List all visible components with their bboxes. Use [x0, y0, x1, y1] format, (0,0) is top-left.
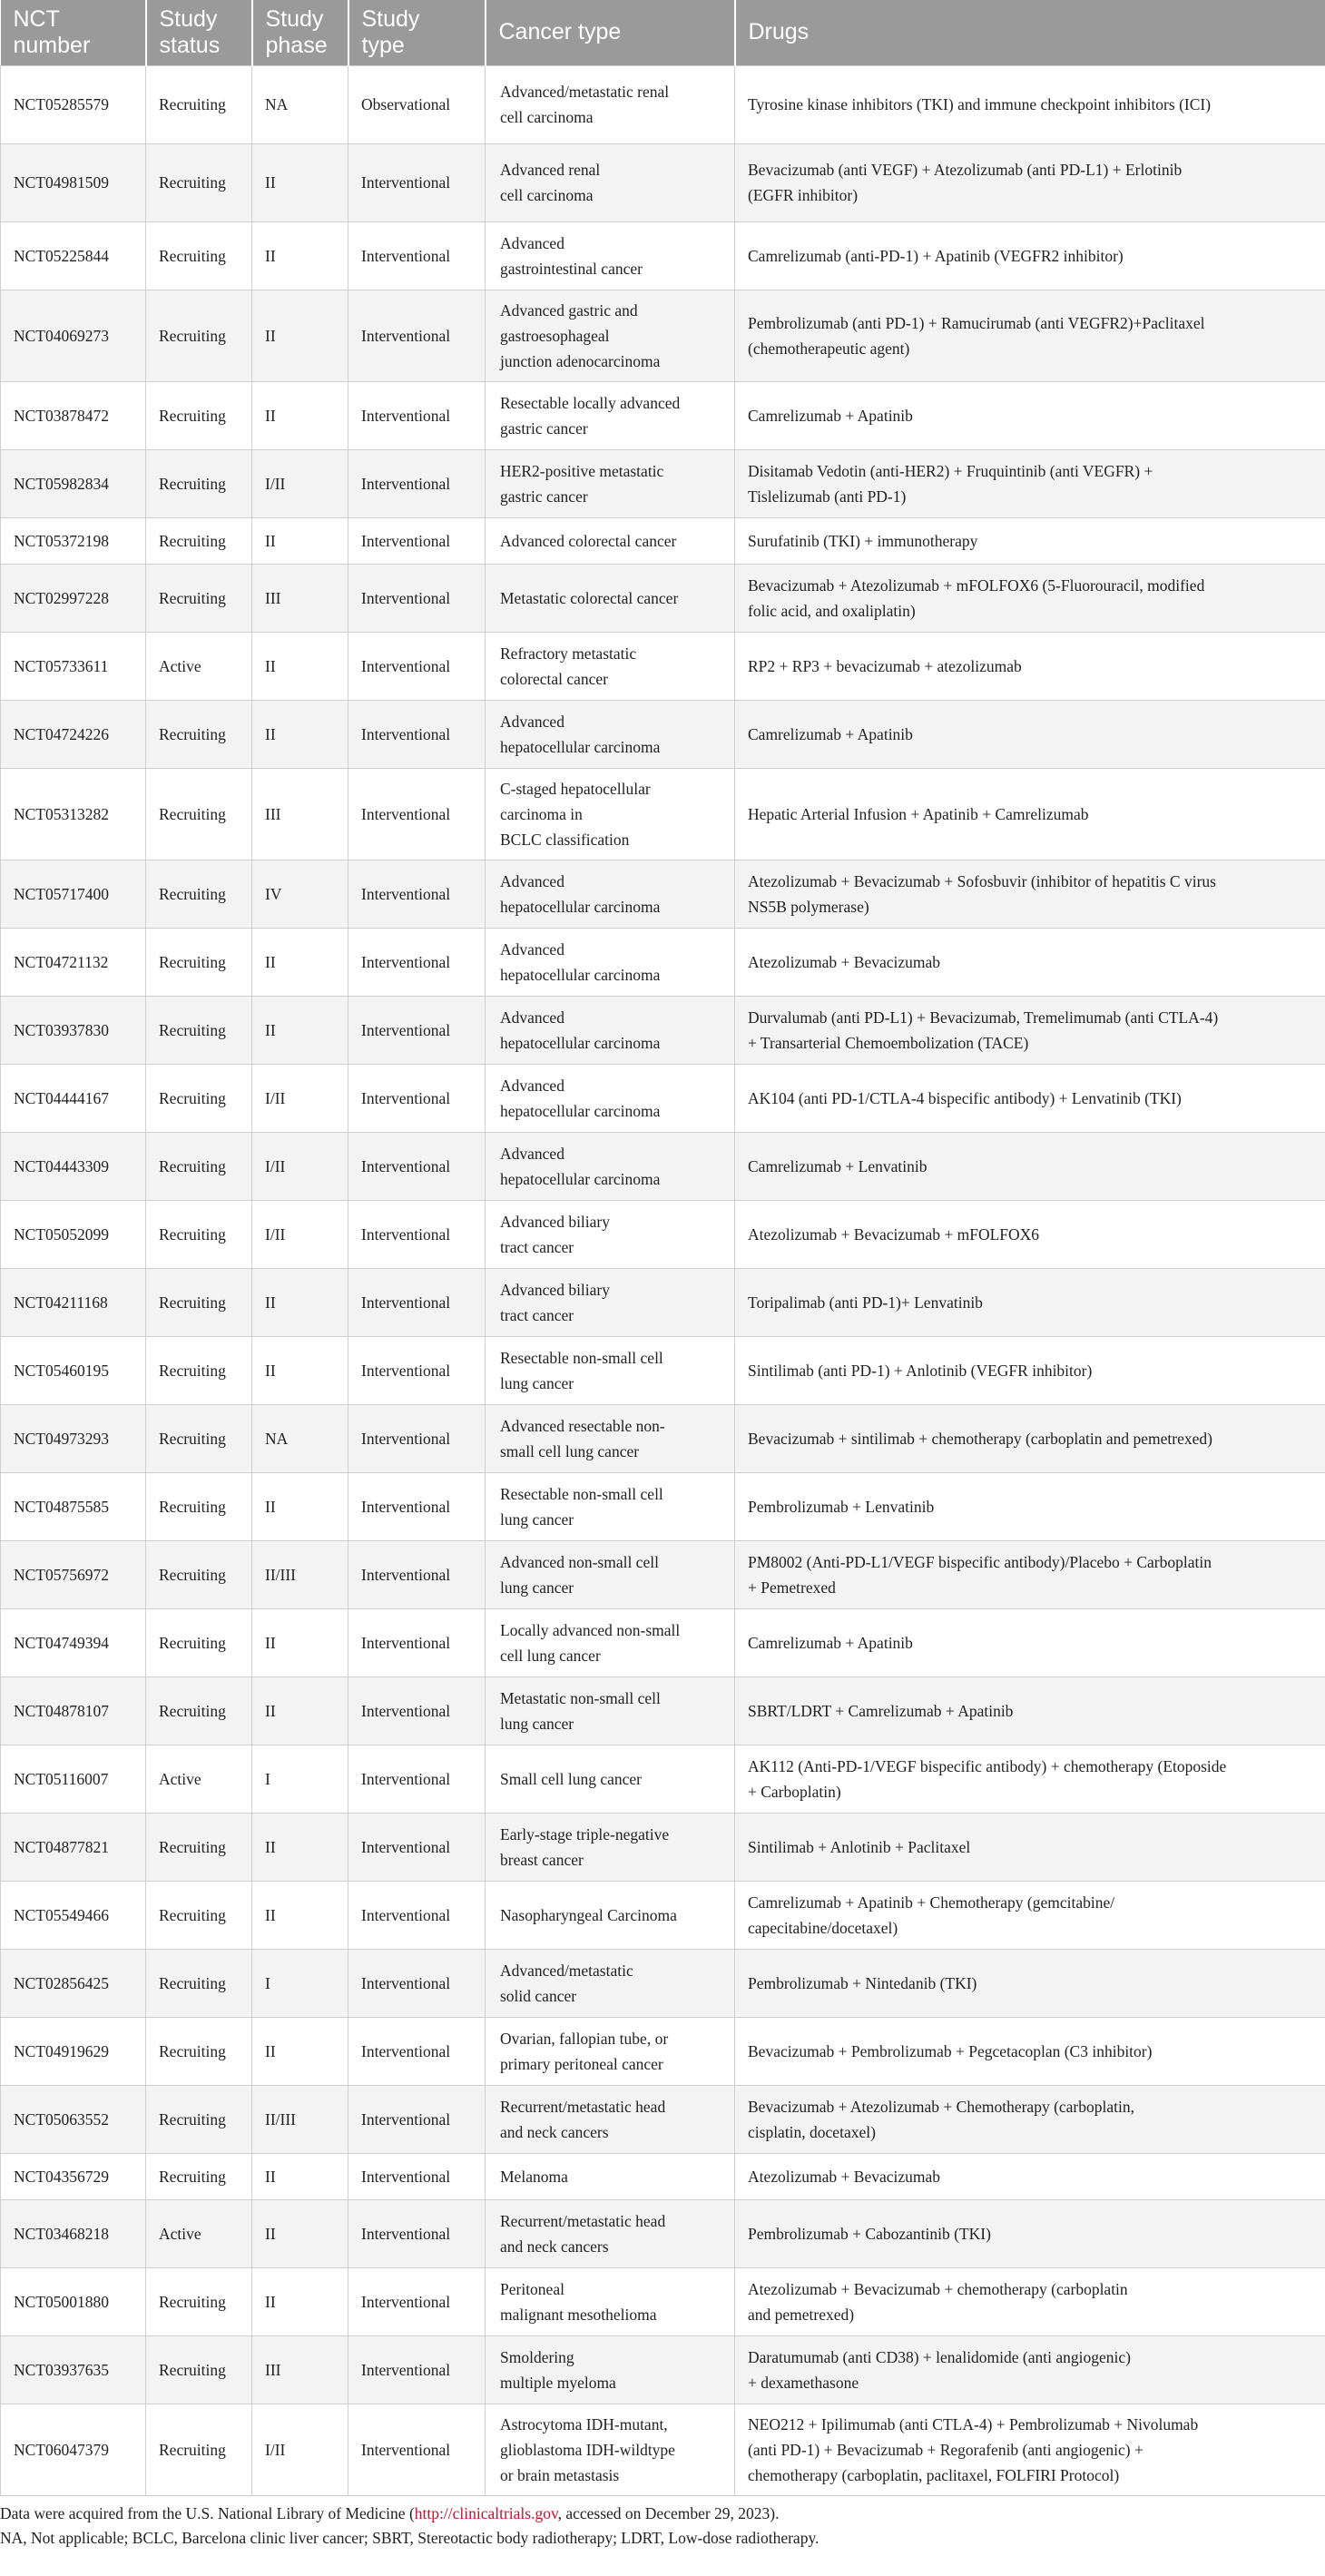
cancer-type-cell: Nasopharyngeal Carcinoma [486, 1881, 735, 1949]
cancer-type-cell: Recurrent/metastatic head and neck cancers [486, 2199, 735, 2267]
table-row [1, 143, 1325, 221]
study-status-cell: Recruiting [146, 517, 252, 564]
study-phase-cell: I/II [252, 1064, 348, 1132]
cancer-type-cell: Advanced/metastatic solid cancer [486, 1949, 735, 2017]
drugs-cell: Atezolizumab + Bevacizumab + Sofosbuvir (inhibitor of hepatitis C virus NS5B polymerase) [735, 860, 1325, 928]
table-body [1, 65, 1325, 2495]
study-status-cell: Recruiting [146, 768, 252, 860]
cancer-type-cell: Advanced gastric and gastroesophageal junction adenocarcinoma [486, 290, 735, 381]
study-status-cell: Recruiting [146, 1404, 252, 1472]
study-status-cell: Active [146, 2199, 252, 2267]
study-type-cell: Interventional [348, 1268, 486, 1336]
nct-number-cell: NCT04878107 [1, 1676, 146, 1745]
drugs-cell: Bevacizumab + sintilimab + chemotherapy (carboplatin and pemetrexed) [735, 1404, 1325, 1472]
study-status-cell: Recruiting [146, 1132, 252, 1200]
table-row [1, 449, 1325, 517]
cancer-type-cell: Advanced hepatocellular carcinoma [486, 700, 735, 768]
study-phase-cell: NA [252, 1404, 348, 1472]
cancer-type-cell: Advanced hepatocellular carcinoma [486, 860, 735, 928]
study-status-cell: Active [146, 632, 252, 700]
drugs-cell: SBRT/LDRT + Camrelizumab + Apatinib [735, 1676, 1325, 1745]
nct-number-cell: NCT06047379 [1, 2404, 146, 2495]
study-type-cell: Interventional [348, 290, 486, 381]
study-type-cell: Interventional [348, 1336, 486, 1404]
drugs-cell: PM8002 (Anti-PD-L1/VEGF bispecific antibody)/Placebo + Carboplatin + Pemetrexed [735, 1540, 1325, 1608]
study-type-cell: Interventional [348, 517, 486, 564]
study-phase-cell: NA [252, 65, 348, 143]
study-status-cell: Recruiting [146, 2085, 252, 2153]
drugs-cell: Atezolizumab + Bevacizumab + mFOLFOX6 [735, 1200, 1325, 1268]
cancer-type-cell: Resectable non-small cell lung cancer [486, 1336, 735, 1404]
study-phase-cell: II [252, 2153, 348, 2199]
table-row [1, 1949, 1325, 2017]
cancer-type-cell: Recurrent/metastatic head and neck cancers [486, 2085, 735, 2153]
nct-number-cell: NCT05313282 [1, 768, 146, 860]
study-type-cell: Interventional [348, 1540, 486, 1608]
study-type-cell: Interventional [348, 2017, 486, 2085]
study-status-cell: Recruiting [146, 928, 252, 996]
study-status-cell: Recruiting [146, 2153, 252, 2199]
study-status-cell: Recruiting [146, 1064, 252, 1132]
table-row [1, 1200, 1325, 1268]
nct-number-cell: NCT04981509 [1, 143, 146, 221]
drugs-cell: NEO212 + Ipilimumab (anti CTLA-4) + Pembrolizumab + Nivolumab (anti PD-1) + Bevacizumab + Regorafenib (anti angiogenic) + chemotherapy (carboplatin, paclitaxel, FOLFIRI Protocol) [735, 2404, 1325, 2495]
study-status-cell: Recruiting [146, 1949, 252, 2017]
cancer-type-cell: Astrocytoma IDH-mutant, glioblastoma IDH-wildtype or brain metastasis [486, 2404, 735, 2495]
study-status-cell: Recruiting [146, 381, 252, 449]
cancer-type-cell: Metastatic colorectal cancer [486, 564, 735, 632]
table-row [1, 1608, 1325, 1676]
drugs-cell: Pembrolizumab + Nintedanib (TKI) [735, 1949, 1325, 2017]
study-status-cell: Recruiting [146, 1813, 252, 1881]
study-phase-cell: I/II [252, 2404, 348, 2495]
study-type-cell: Interventional [348, 928, 486, 996]
nct-number-cell: NCT03878472 [1, 381, 146, 449]
header-study-type: Study type [348, 0, 486, 65]
table-row [1, 290, 1325, 381]
study-status-cell: Recruiting [146, 1268, 252, 1336]
cancer-type-cell: Locally advanced non-small cell lung cancer [486, 1608, 735, 1676]
table-row [1, 2017, 1325, 2085]
table-row [1, 928, 1325, 996]
footnote-source-date: , accessed on December 29, 2023). [557, 2503, 780, 2522]
study-status-cell: Recruiting [146, 1676, 252, 1745]
table-row [1, 996, 1325, 1064]
study-type-cell: Interventional [348, 1745, 486, 1813]
table-row [1, 768, 1325, 860]
drugs-cell: Pembrolizumab + Cabozantinib (TKI) [735, 2199, 1325, 2267]
table-row [1, 564, 1325, 632]
cancer-type-cell: Ovarian, fallopian tube, or primary peritoneal cancer [486, 2017, 735, 2085]
cancer-type-cell: Melanoma [486, 2153, 735, 2199]
study-type-cell: Interventional [348, 2153, 486, 2199]
study-type-cell: Interventional [348, 1472, 486, 1540]
study-status-cell: Recruiting [146, 1336, 252, 1404]
nct-number-cell: NCT04973293 [1, 1404, 146, 1472]
study-type-cell: Interventional [348, 996, 486, 1064]
drugs-cell: Bevacizumab + Atezolizumab + Chemotherapy (carboplatin, cisplatin, docetaxel) [735, 2085, 1325, 2153]
footnote-source [0, 2502, 1325, 2526]
study-type-cell: Interventional [348, 564, 486, 632]
drugs-cell: Disitamab Vedotin (anti-HER2) + Fruquintinib (anti VEGFR) + Tislelizumab (anti PD-1) [735, 449, 1325, 517]
nct-number-cell: NCT04724226 [1, 700, 146, 768]
header-row [1, 0, 1325, 65]
drugs-cell: Pembrolizumab + Lenvatinib [735, 1472, 1325, 1540]
nct-number-cell: NCT05225844 [1, 221, 146, 290]
study-type-cell: Interventional [348, 768, 486, 860]
cancer-type-cell: HER2-positive metastatic gastric cancer [486, 449, 735, 517]
study-status-cell: Recruiting [146, 143, 252, 221]
study-phase-cell: III [252, 2335, 348, 2404]
drugs-cell: AK112 (Anti-PD-1/VEGF bispecific antibody) + chemotherapy (Etoposide + Carboplatin) [735, 1745, 1325, 1813]
study-type-cell: Interventional [348, 1200, 486, 1268]
drugs-cell: Atezolizumab + Bevacizumab [735, 928, 1325, 996]
table-row [1, 2153, 1325, 2199]
header-study-phase: Study phase [252, 0, 348, 65]
study-phase-cell: I [252, 1949, 348, 2017]
cancer-type-cell: Small cell lung cancer [486, 1745, 735, 1813]
study-phase-cell: II [252, 2267, 348, 2335]
drugs-cell: Durvalumab (anti PD-L1) + Bevacizumab, Tremelimumab (anti CTLA-4) + Transarterial Chemoembolization (TACE) [735, 996, 1325, 1064]
cancer-type-cell: Advanced hepatocellular carcinoma [486, 928, 735, 996]
study-phase-cell: II [252, 1676, 348, 1745]
table-row [1, 2085, 1325, 2153]
study-status-cell: Recruiting [146, 700, 252, 768]
drugs-cell: AK104 (anti PD-1/CTLA-4 bispecific antibody) + Lenvatinib (TKI) [735, 1064, 1325, 1132]
table-row [1, 2267, 1325, 2335]
nct-number-cell: NCT05460195 [1, 1336, 146, 1404]
header-drugs: Drugs [735, 0, 1325, 65]
nct-number-cell: NCT05052099 [1, 1200, 146, 1268]
table-row [1, 2404, 1325, 2495]
study-phase-cell: II [252, 2199, 348, 2267]
header-cancer-type: Cancer type [486, 0, 735, 65]
study-phase-cell: II [252, 1268, 348, 1336]
drugs-cell: Camrelizumab (anti-PD-1) + Apatinib (VEGFR2 inhibitor) [735, 221, 1325, 290]
nct-number-cell: NCT04721132 [1, 928, 146, 996]
nct-number-cell: NCT02997228 [1, 564, 146, 632]
study-status-cell: Recruiting [146, 1881, 252, 1949]
nct-number-cell: NCT05733611 [1, 632, 146, 700]
study-type-cell: Interventional [348, 1813, 486, 1881]
table-row [1, 1813, 1325, 1881]
study-phase-cell: II [252, 1472, 348, 1540]
study-status-cell: Recruiting [146, 1540, 252, 1608]
cancer-type-cell: Advanced renal cell carcinoma [486, 143, 735, 221]
nct-number-cell: NCT05717400 [1, 860, 146, 928]
drugs-cell: Toripalimab (anti PD-1)+ Lenvatinib [735, 1268, 1325, 1336]
cancer-type-cell: Refractory metastatic colorectal cancer [486, 632, 735, 700]
drugs-cell: Camrelizumab + Apatinib [735, 1608, 1325, 1676]
study-type-cell: Interventional [348, 1608, 486, 1676]
study-type-cell: Interventional [348, 2085, 486, 2153]
nct-number-cell: NCT05116007 [1, 1745, 146, 1813]
table-row [1, 517, 1325, 564]
study-type-cell: Interventional [348, 221, 486, 290]
study-type-cell: Interventional [348, 1881, 486, 1949]
study-phase-cell: II [252, 928, 348, 996]
table-row [1, 2335, 1325, 2404]
study-status-cell: Recruiting [146, 2335, 252, 2404]
drugs-cell: Sintilimab + Anlotinib + Paclitaxel [735, 1813, 1325, 1881]
study-phase-cell: II [252, 700, 348, 768]
study-phase-cell: III [252, 768, 348, 860]
study-type-cell: Interventional [348, 860, 486, 928]
study-type-cell: Interventional [348, 2199, 486, 2267]
nct-number-cell: NCT05372198 [1, 517, 146, 564]
study-phase-cell: II [252, 290, 348, 381]
nct-number-cell: NCT03937635 [1, 2335, 146, 2404]
study-type-cell: Interventional [348, 2404, 486, 2495]
drugs-cell: Hepatic Arterial Infusion + Apatinib + Camrelizumab [735, 768, 1325, 860]
study-phase-cell: II [252, 2017, 348, 2085]
nct-number-cell: NCT04443309 [1, 1132, 146, 1200]
cancer-type-cell: Advanced biliary tract cancer [486, 1200, 735, 1268]
drugs-cell: Atezolizumab + Bevacizumab [735, 2153, 1325, 2199]
cancer-type-cell: Resectable non-small cell lung cancer [486, 1472, 735, 1540]
study-type-cell: Interventional [348, 1064, 486, 1132]
study-phase-cell: II [252, 143, 348, 221]
study-type-cell: Interventional [348, 632, 486, 700]
study-phase-cell: I/II [252, 1132, 348, 1200]
study-type-cell: Interventional [348, 2335, 486, 2404]
study-status-cell: Recruiting [146, 2017, 252, 2085]
drugs-cell: Bevacizumab + Atezolizumab + mFOLFOX6 (5-Fluorouracil, modified folic acid, and oxaliplatin) [735, 564, 1325, 632]
study-status-cell: Recruiting [146, 1608, 252, 1676]
drugs-cell: Camrelizumab + Apatinib [735, 381, 1325, 449]
study-status-cell: Recruiting [146, 221, 252, 290]
table-row [1, 65, 1325, 143]
nct-number-cell: NCT05063552 [1, 2085, 146, 2153]
nct-number-cell: NCT04877821 [1, 1813, 146, 1881]
table-row [1, 1540, 1325, 1608]
table-row [1, 1336, 1325, 1404]
table-row [1, 1881, 1325, 1949]
nct-number-cell: NCT04875585 [1, 1472, 146, 1540]
footnote-abbreviations: NA, Not applicable; BCLC, Barcelona clinic liver cancer; SBRT, Stereotactic body radiotherapy; LDRT, Low-dose radiotherapy. [0, 2528, 820, 2547]
study-phase-cell: II/III [252, 2085, 348, 2153]
drugs-cell: Camrelizumab + Apatinib [735, 700, 1325, 768]
study-phase-cell: II [252, 1813, 348, 1881]
table-row [1, 1132, 1325, 1200]
drugs-cell: RP2 + RP3 + bevacizumab + atezolizumab [735, 632, 1325, 700]
cancer-type-cell: Advanced non-small cell lung cancer [486, 1540, 735, 1608]
cancer-type-cell: Advanced gastrointestinal cancer [486, 221, 735, 290]
study-phase-cell: IV [252, 860, 348, 928]
study-phase-cell: II [252, 996, 348, 1064]
table-row [1, 700, 1325, 768]
table-footnote [0, 2502, 1325, 2551]
study-phase-cell: II/III [252, 1540, 348, 1608]
drugs-cell: Surufatinib (TKI) + immunotherapy [735, 517, 1325, 564]
cancer-type-cell: Advanced biliary tract cancer [486, 1268, 735, 1336]
table-row [1, 1064, 1325, 1132]
study-phase-cell: I/II [252, 449, 348, 517]
cancer-type-cell: C-staged hepatocellular carcinoma in BCLC classification [486, 768, 735, 860]
study-status-cell: Recruiting [146, 1200, 252, 1268]
nct-number-cell: NCT05001880 [1, 2267, 146, 2335]
study-status-cell: Recruiting [146, 2404, 252, 2495]
study-status-cell: Recruiting [146, 996, 252, 1064]
study-type-cell: Interventional [348, 1949, 486, 2017]
study-status-cell: Recruiting [146, 449, 252, 517]
cancer-type-cell: Peritoneal malignant mesothelioma [486, 2267, 735, 2335]
cancer-type-cell: Advanced resectable non- small cell lung cancer [486, 1404, 735, 1472]
cancer-type-cell: Early-stage triple-negative breast cancer [486, 1813, 735, 1881]
study-phase-cell: II [252, 1608, 348, 1676]
study-type-cell: Interventional [348, 381, 486, 449]
study-phase-cell: II [252, 517, 348, 564]
study-type-cell: Interventional [348, 1676, 486, 1745]
drugs-cell: Sintilimab (anti PD-1) + Anlotinib (VEGFR inhibitor) [735, 1336, 1325, 1404]
drugs-cell: Camrelizumab + Lenvatinib [735, 1132, 1325, 1200]
study-type-cell: Interventional [348, 143, 486, 221]
nct-number-cell: NCT05285579 [1, 65, 146, 143]
table-row [1, 860, 1325, 928]
study-status-cell: Recruiting [146, 1472, 252, 1540]
study-phase-cell: II [252, 632, 348, 700]
cancer-type-cell: Advanced hepatocellular carcinoma [486, 1064, 735, 1132]
study-phase-cell: II [252, 1881, 348, 1949]
table-row [1, 1404, 1325, 1472]
study-phase-cell: I [252, 1745, 348, 1813]
study-type-cell: Interventional [348, 700, 486, 768]
footnote-source-text: Data were acquired from the U.S. National Library of Medicine ( [0, 2503, 415, 2522]
table-row [1, 2199, 1325, 2267]
nct-number-cell: NCT02856425 [1, 1949, 146, 2017]
study-phase-cell: III [252, 564, 348, 632]
nct-number-cell: NCT04444167 [1, 1064, 146, 1132]
study-status-cell: Recruiting [146, 65, 252, 143]
nct-number-cell: NCT04356729 [1, 2153, 146, 2199]
cancer-type-cell: Metastatic non-small cell lung cancer [486, 1676, 735, 1745]
nct-number-cell: NCT05549466 [1, 1881, 146, 1949]
study-phase-cell: II [252, 1336, 348, 1404]
study-type-cell: Interventional [348, 449, 486, 517]
study-status-cell: Recruiting [146, 860, 252, 928]
drugs-cell: Bevacizumab + Pembrolizumab + Pegcetacoplan (C3 inhibitor) [735, 2017, 1325, 2085]
study-type-cell: Interventional [348, 2267, 486, 2335]
study-type-cell: Observational [348, 65, 486, 143]
cancer-type-cell: Advanced hepatocellular carcinoma [486, 996, 735, 1064]
study-type-cell: Interventional [348, 1404, 486, 1472]
table-row [1, 1268, 1325, 1336]
nct-number-cell: NCT03468218 [1, 2199, 146, 2267]
clinicaltrials-link[interactable]: http://clinicaltrials.gov [414, 2503, 558, 2522]
study-status-cell: Recruiting [146, 564, 252, 632]
cancer-type-cell: Smoldering multiple myeloma [486, 2335, 735, 2404]
nct-number-cell: NCT04069273 [1, 290, 146, 381]
header-nct-number: NCT number [1, 0, 146, 65]
study-status-cell: Active [146, 1745, 252, 1813]
cancer-type-cell: Advanced colorectal cancer [486, 517, 735, 564]
study-status-cell: Recruiting [146, 2267, 252, 2335]
drugs-cell: Pembrolizumab (anti PD-1) + Ramucirumab (anti VEGFR2)+Paclitaxel (chemotherapeutic agent) [735, 290, 1325, 381]
nct-number-cell: NCT05756972 [1, 1540, 146, 1608]
study-phase-cell: II [252, 221, 348, 290]
drugs-cell: Daratumumab (anti CD38) + lenalidomide (anti angiogenic) + dexamethasone [735, 2335, 1325, 2404]
table-row [1, 1676, 1325, 1745]
drugs-cell: Bevacizumab (anti VEGF) + Atezolizumab (anti PD-L1) + Erlotinib (EGFR inhibitor) [735, 143, 1325, 221]
study-phase-cell: I/II [252, 1200, 348, 1268]
nct-number-cell: NCT05982834 [1, 449, 146, 517]
nct-number-cell: NCT04749394 [1, 1608, 146, 1676]
cancer-type-cell: Advanced hepatocellular carcinoma [486, 1132, 735, 1200]
nct-number-cell: NCT04211168 [1, 1268, 146, 1336]
cancer-type-cell: Resectable locally advanced gastric cancer [486, 381, 735, 449]
table-row [1, 1472, 1325, 1540]
drugs-cell: Camrelizumab + Apatinib + Chemotherapy (gemcitabine/ capecitabine/docetaxel) [735, 1881, 1325, 1949]
cancer-type-cell: Advanced/metastatic renal cell carcinoma [486, 65, 735, 143]
table-row [1, 632, 1325, 700]
table-row [1, 1745, 1325, 1813]
study-type-cell: Interventional [348, 1132, 486, 1200]
drugs-cell: Atezolizumab + Bevacizumab + chemotherapy (carboplatin and pemetrexed) [735, 2267, 1325, 2335]
drugs-cell: Tyrosine kinase inhibitors (TKI) and immune checkpoint inhibitors (ICI) [735, 65, 1325, 143]
table-row [1, 221, 1325, 290]
nct-number-cell: NCT04919629 [1, 2017, 146, 2085]
study-phase-cell: II [252, 381, 348, 449]
table-row [1, 381, 1325, 449]
nct-number-cell: NCT03937830 [1, 996, 146, 1064]
header-study-status: Study status [146, 0, 252, 65]
study-status-cell: Recruiting [146, 290, 252, 381]
